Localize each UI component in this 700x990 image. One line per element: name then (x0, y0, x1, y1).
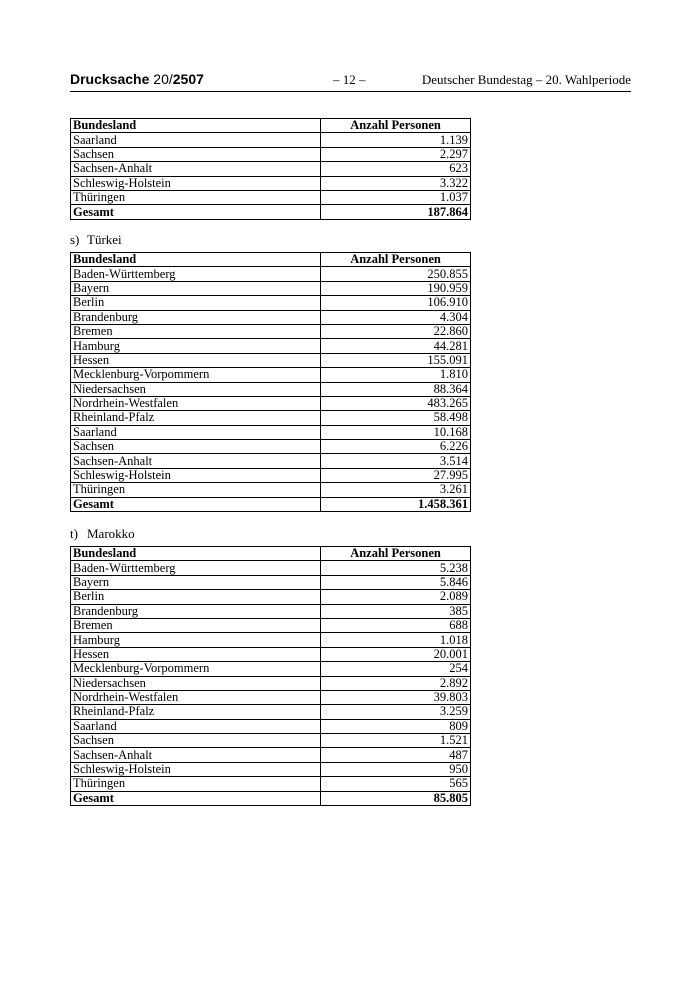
cell-anzahl: 950 (321, 762, 471, 776)
cell-anzahl: 5.238 (321, 561, 471, 575)
cell-anzahl: 623 (321, 162, 471, 176)
cell-bundesland: Sachsen (71, 147, 321, 161)
table-row (71, 633, 471, 647)
table-row (71, 647, 471, 661)
table-row (71, 575, 471, 589)
table-tuerkei (70, 252, 471, 512)
cell-anzahl: 39.803 (321, 690, 471, 704)
cell-bundesland: Bremen (71, 618, 321, 632)
cell-anzahl: 254 (321, 662, 471, 676)
total-label: Gesamt (71, 497, 321, 511)
cell-anzahl: 155.091 (321, 353, 471, 367)
doc-num-a: 20/ (153, 71, 173, 87)
cell-anzahl: 6.226 (321, 440, 471, 454)
cell-anzahl: 385 (321, 604, 471, 618)
table-row (71, 353, 471, 367)
cell-bundesland: Schleswig-Holstein (71, 176, 321, 190)
table-body (71, 133, 471, 219)
table-row (71, 425, 471, 439)
table-body (71, 561, 471, 806)
cell-anzahl: 3.514 (321, 454, 471, 468)
section-name: Türkei (87, 232, 122, 247)
cell-bundesland: Bremen (71, 324, 321, 338)
table-row (71, 176, 471, 190)
table-body (71, 267, 471, 512)
table-total-row (71, 497, 471, 511)
cell-bundesland: Bayern (71, 281, 321, 295)
cell-bundesland: Sachsen (71, 734, 321, 748)
cell-anzahl: 1.810 (321, 368, 471, 382)
table-row (71, 339, 471, 353)
table-continuation (70, 118, 471, 220)
section-title-tuerkei (70, 232, 122, 248)
cell-bundesland: Rheinland-Pfalz (71, 705, 321, 719)
table-row (71, 690, 471, 704)
column-header-bundesland: Bundesland (71, 253, 321, 267)
table-row (71, 468, 471, 482)
table-row (71, 296, 471, 310)
table-row (71, 411, 471, 425)
total-value: 187.864 (321, 205, 471, 219)
table-row (71, 281, 471, 295)
cell-bundesland: Niedersachsen (71, 382, 321, 396)
cell-anzahl: 3.259 (321, 705, 471, 719)
table-row (71, 324, 471, 338)
cell-bundesland: Mecklenburg-Vorpommern (71, 662, 321, 676)
cell-anzahl: 4.304 (321, 310, 471, 324)
cell-bundesland: Nordrhein-Westfalen (71, 690, 321, 704)
cell-bundesland: Schleswig-Holstein (71, 762, 321, 776)
cell-bundesland: Sachsen-Anhalt (71, 162, 321, 176)
cell-bundesland: Saarland (71, 719, 321, 733)
table-row (71, 267, 471, 281)
table-marokko (70, 546, 471, 806)
table-row (71, 762, 471, 776)
publisher: Deutscher Bundestag – 20. Wahlperiode (421, 72, 631, 87)
cell-anzahl: 10.168 (321, 425, 471, 439)
cell-anzahl: 1.037 (321, 190, 471, 204)
total-label: Gesamt (71, 791, 321, 805)
cell-bundesland: Rheinland-Pfalz (71, 411, 321, 425)
table-row (71, 777, 471, 791)
cell-anzahl: 22.860 (321, 324, 471, 338)
section-name: Marokko (87, 526, 135, 541)
table-row (71, 561, 471, 575)
table-row (71, 483, 471, 497)
table-row (71, 604, 471, 618)
column-header-bundesland: Bundesland (71, 547, 321, 561)
section-letter: s) (70, 232, 80, 247)
cell-bundesland: Saarland (71, 133, 321, 147)
doc-num-b: 2507 (172, 71, 204, 87)
cell-bundesland: Thüringen (71, 190, 321, 204)
section-letter: t) (70, 526, 78, 541)
table-row (71, 719, 471, 733)
cell-anzahl: 2.892 (321, 676, 471, 690)
cell-bundesland: Bayern (71, 575, 321, 589)
total-label: Gesamt (71, 205, 321, 219)
table-header-row (71, 253, 471, 267)
table-total-row (71, 205, 471, 219)
doc-prefix: Drucksache (70, 71, 154, 87)
cell-anzahl: 3.261 (321, 483, 471, 497)
cell-bundesland: Hamburg (71, 339, 321, 353)
cell-bundesland: Berlin (71, 296, 321, 310)
cell-bundesland: Baden-Württemberg (71, 561, 321, 575)
table-row (71, 147, 471, 161)
cell-bundesland: Brandenburg (71, 310, 321, 324)
page-header (70, 71, 631, 92)
table-row (71, 705, 471, 719)
table-total-row (71, 791, 471, 805)
cell-bundesland: Baden-Württemberg (71, 267, 321, 281)
table-row (71, 396, 471, 410)
cell-bundesland: Niedersachsen (71, 676, 321, 690)
table-row (71, 618, 471, 632)
cell-anzahl: 44.281 (321, 339, 471, 353)
cell-anzahl: 27.995 (321, 468, 471, 482)
section-title-marokko (70, 526, 135, 542)
table-row (71, 734, 471, 748)
cell-anzahl: 688 (321, 618, 471, 632)
total-value: 1.458.361 (321, 497, 471, 511)
cell-bundesland: Hessen (71, 353, 321, 367)
cell-anzahl: 2.297 (321, 147, 471, 161)
document-number (70, 71, 204, 87)
cell-bundesland: Sachsen-Anhalt (71, 454, 321, 468)
table-row (71, 590, 471, 604)
cell-anzahl: 1.139 (321, 133, 471, 147)
cell-anzahl: 88.364 (321, 382, 471, 396)
column-header-anzahl: Anzahl Personen (321, 547, 471, 561)
table-row (71, 368, 471, 382)
table-row (71, 190, 471, 204)
table-row (71, 662, 471, 676)
cell-anzahl: 58.498 (321, 411, 471, 425)
table-row (71, 748, 471, 762)
table-row (71, 440, 471, 454)
cell-bundesland: Nordrhein-Westfalen (71, 396, 321, 410)
cell-anzahl: 809 (321, 719, 471, 733)
cell-bundesland: Thüringen (71, 483, 321, 497)
column-header-anzahl: Anzahl Personen (321, 119, 471, 133)
column-header-bundesland: Bundesland (71, 119, 321, 133)
cell-anzahl: 250.855 (321, 267, 471, 281)
cell-bundesland: Hessen (71, 647, 321, 661)
cell-anzahl: 565 (321, 777, 471, 791)
table-row (71, 454, 471, 468)
table-row (71, 310, 471, 324)
cell-anzahl: 487 (321, 748, 471, 762)
cell-bundesland: Hamburg (71, 633, 321, 647)
total-value: 85.805 (321, 791, 471, 805)
cell-anzahl: 1.018 (321, 633, 471, 647)
cell-bundesland: Brandenburg (71, 604, 321, 618)
column-header-anzahl: Anzahl Personen (321, 253, 471, 267)
cell-anzahl: 5.846 (321, 575, 471, 589)
table-row (71, 382, 471, 396)
cell-anzahl: 106.910 (321, 296, 471, 310)
cell-bundesland: Sachsen-Anhalt (71, 748, 321, 762)
cell-bundesland: Schleswig-Holstein (71, 468, 321, 482)
cell-bundesland: Saarland (71, 425, 321, 439)
cell-anzahl: 20.001 (321, 647, 471, 661)
cell-bundesland: Thüringen (71, 777, 321, 791)
table-row (71, 162, 471, 176)
table-row (71, 676, 471, 690)
cell-bundesland: Mecklenburg-Vorpommern (71, 368, 321, 382)
table-header-row (71, 547, 471, 561)
page-number: – 12 – (333, 72, 366, 87)
cell-anzahl: 190.959 (321, 281, 471, 295)
table-row (71, 133, 471, 147)
cell-anzahl: 1.521 (321, 734, 471, 748)
cell-anzahl: 3.322 (321, 176, 471, 190)
cell-anzahl: 483.265 (321, 396, 471, 410)
cell-bundesland: Sachsen (71, 440, 321, 454)
cell-anzahl: 2.089 (321, 590, 471, 604)
cell-bundesland: Berlin (71, 590, 321, 604)
table-header-row (71, 119, 471, 133)
